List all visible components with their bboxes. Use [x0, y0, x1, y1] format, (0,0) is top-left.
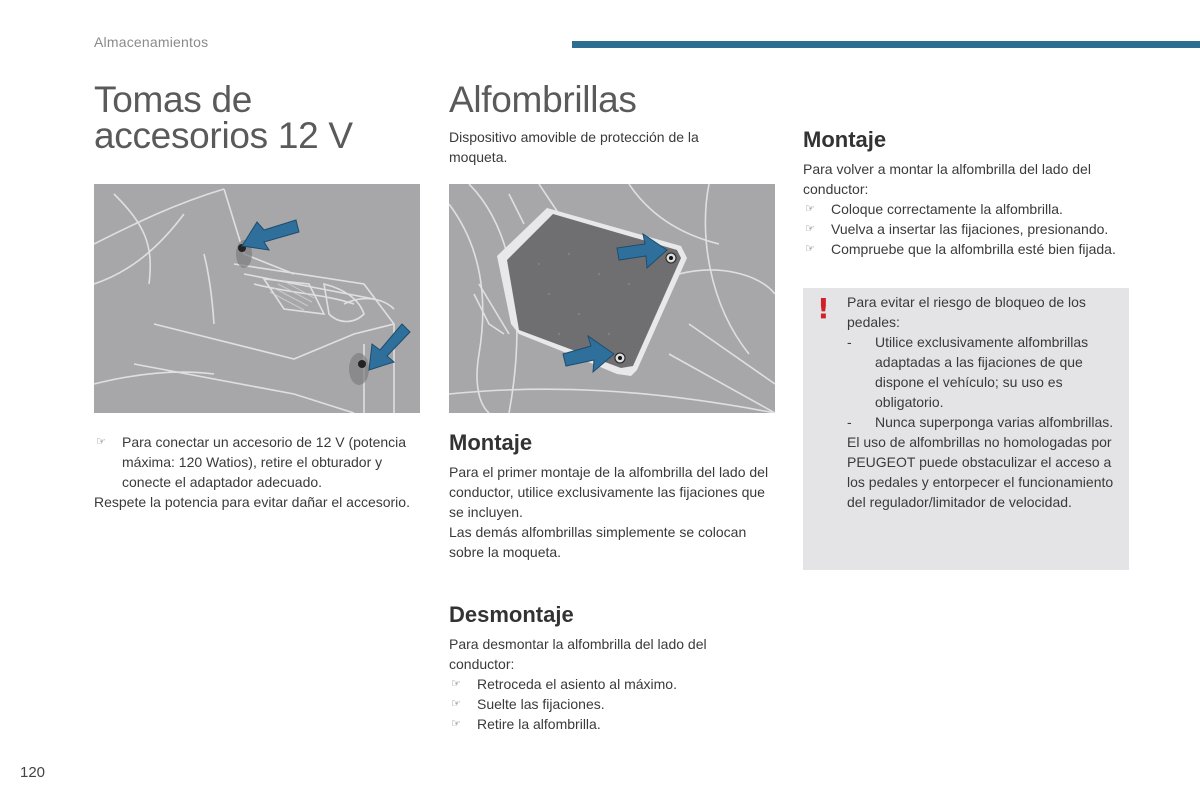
pointing-hand-icon: ☞ — [805, 203, 815, 215]
list-item — [847, 412, 1119, 432]
left-title-line2: accesorios 12 V — [94, 115, 353, 156]
accessory-socket-illustration — [94, 184, 420, 413]
list-item — [449, 674, 769, 694]
pointing-hand-icon: ☞ — [451, 698, 461, 710]
right-montaje-section — [803, 127, 1133, 259]
warning-item: Utilice exclusivamente alfombrillas adaptadas a las fijaciones de que dispone el vehículo; su uso es obligatorio. — [875, 334, 1089, 410]
desmontaje-heading: Desmontaje — [449, 602, 574, 627]
list-item — [847, 332, 1119, 412]
warning-box — [803, 288, 1129, 570]
socket-instruction: Para conectar un accesorio de 12 V (potencia máxima: 120 Watios), retire el obturador y conecte el adaptador adecuado. — [122, 434, 407, 490]
pointing-hand-icon: ☞ — [805, 223, 815, 235]
warning-outro: El uso de alfombrillas no homologadas por PEUGEOT puede obstaculizar el acceso a los pedales y entorpecer el funcionamiento del regulador/limitador de velocidad. — [847, 434, 1114, 510]
right-montaje-intro: Para volver a montar la alfombrilla del lado del conductor: — [803, 161, 1091, 197]
list-item — [803, 219, 1133, 239]
desmontaje-step: Retire la alfombrilla. — [477, 716, 601, 732]
pointing-hand-icon: ☞ — [451, 718, 461, 730]
page-number: 120 — [20, 764, 46, 781]
dash-bullet: - — [847, 334, 852, 350]
console-drawing — [94, 184, 420, 413]
montaje-step: Coloque correctamente la alfombrilla. — [831, 201, 1063, 217]
montaje-step: Vuelva a insertar las fijaciones, presionando. — [831, 221, 1109, 237]
dash-bullet: - — [847, 414, 852, 430]
power-note: Respete la potencia para evitar dañar el accesorio. — [94, 494, 410, 510]
list-item — [803, 239, 1133, 259]
mats-intro-wrap — [449, 127, 749, 167]
montaje-step: Compruebe que la alfombrilla esté bien fijada. — [831, 241, 1116, 257]
list-item — [94, 432, 424, 492]
montaje-heading: Montaje — [449, 430, 533, 455]
desmontaje-step: Suelte las fijaciones. — [477, 696, 605, 712]
list-item — [449, 714, 769, 734]
warning-content — [847, 292, 1119, 512]
left-text — [94, 432, 424, 512]
left-title-line1: Tomas de — [94, 79, 253, 120]
montaje-p2: Las demás alfombrillas simplemente se colocan sobre la moqueta. — [449, 524, 747, 560]
pointing-hand-icon: ☞ — [96, 436, 106, 448]
warning-intro: Para evitar el riesgo de bloqueo de los pedales: — [847, 294, 1086, 330]
pointing-hand-icon: ☞ — [451, 678, 461, 690]
left-title — [94, 79, 424, 156]
desmontaje-intro: Para desmontar la alfombrilla del lado del conductor: — [449, 636, 707, 672]
mats-intro: Dispositivo amovible de protección de la moqueta. — [449, 129, 699, 165]
floor-mat-illustration — [449, 184, 775, 413]
desmontaje-section — [449, 602, 769, 734]
warning-icon: ! — [817, 292, 830, 325]
right-montaje-heading: Montaje — [803, 127, 887, 152]
middle-title — [449, 79, 779, 120]
list-item — [449, 694, 769, 714]
mats-title: Alfombrillas — [449, 79, 637, 120]
list-item — [803, 199, 1133, 219]
section-label: Almacenamientos — [94, 34, 209, 50]
middle-montaje-section — [449, 430, 769, 562]
warning-item: Nunca superponga varias alfombrillas. — [875, 414, 1114, 430]
pointing-hand-icon: ☞ — [805, 243, 815, 255]
montaje-p1: Para el primer montaje de la alfombrilla del lado del conductor, utilice exclusivamente las fijaciones que se incluyen. — [449, 464, 769, 520]
floor-mat-drawing — [449, 184, 775, 413]
desmontaje-step: Retroceda el asiento al máximo. — [477, 676, 677, 692]
header-accent-bar — [572, 41, 1200, 48]
